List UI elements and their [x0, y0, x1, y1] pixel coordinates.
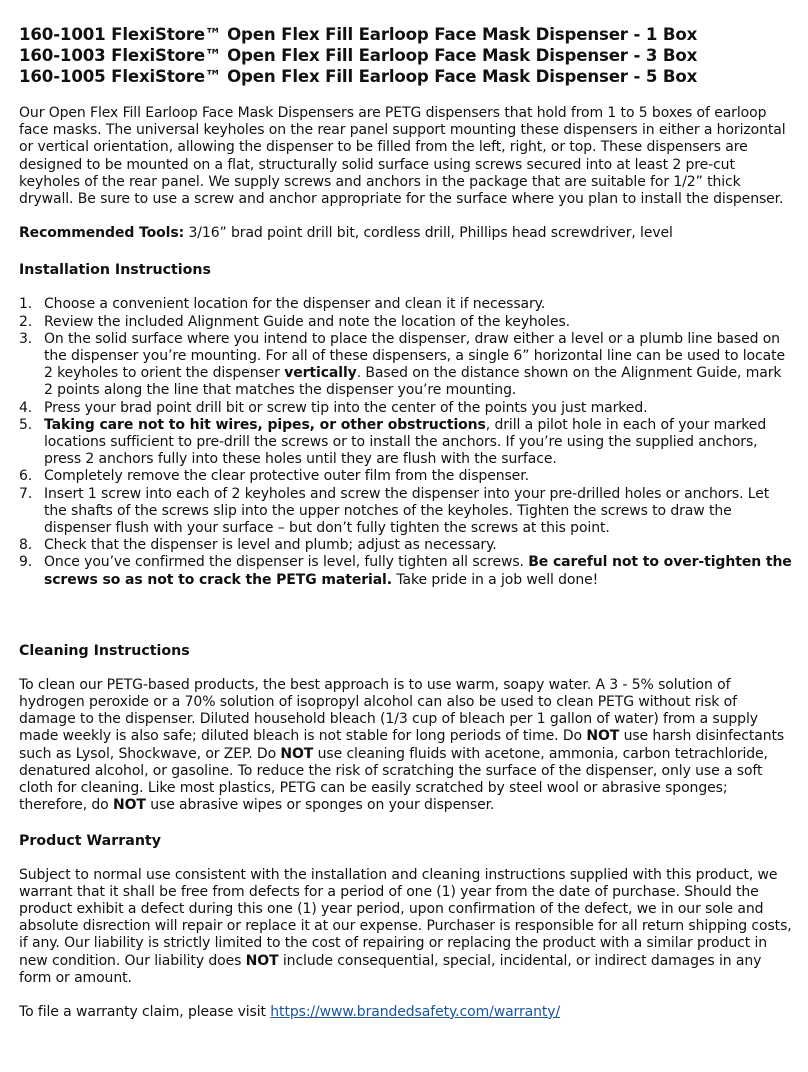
title-line-5-box: 160-1005 FlexiStore™ Open Flex Fill Earloop Face Mask Dispenser - 5 Box	[19, 67, 698, 86]
step-text: Press your brad point drill bit or screw tip into the center of the points you just marked.	[44, 399, 648, 416]
intro-paragraph: Our Open Flex Fill Earloop Face Mask Dispensers are PETG dispensers that hold from 1 to 5 boxes of earloop face masks. The universal keyholes on the rear panel support mounting these dispensers in either a horizontal or vertical orientation, allowing the dispenser to be filled from the left, right, or top. These dispensers are designed to be mounted on a flat, structurally solid surface using screws secured into at least 2 pre-cut keyholes of the rear panel. We supply screws and anchors in the package that are suitable for 1/2” thick drywall. Be sure to use a screw and anchor appropriate for the surface where you plan to install the dispenser.	[19, 105, 786, 208]
cleaning-paragraph: To clean our PETG-based products, the best approach is to use warm, soapy water. A 3 - 5% solution of hydrogen peroxide or a 70% solution of isopropyl alcohol can also be used to clean PETG without risk of damage to the dispenser. Diluted household bleach (1/3 cup of bleach per 1 gallon of water) from a supply made weekly is also safe; diluted bleach is not stable for long periods of time. Do NOT use harsh disinfectants such as Lysol, Shockwave, or ZEP. Do NOT use cleaning fluids with acetone, ammonia, carbon tetrachloride, denatured alcohol, or gasoline. To reduce the risk of scratching the surface of the dispenser, only use a soft cloth for cleaning. Like most plastics, PETG can be easily scratched by steel wool or abrasive sponges; therefore, do NOT use abrasive wipes or sponges on your dispenser.	[19, 676, 785, 814]
step-item	[19, 400, 794, 417]
step-item	[19, 417, 794, 469]
step-number: 1.	[19, 296, 33, 313]
product-titles	[19, 24, 794, 87]
step-text: Completely remove the clear protective outer film from the dispenser.	[44, 468, 529, 485]
step-text: Taking care not to hit wires, pipes, or other obstructions, drill a pilot hole in each of your marked locations sufficient to pre-drill the screws or to install the anchors. If you’re using the supplied anchors, press 2 anchors fully into these holes until they are flush with the surface.	[44, 416, 767, 468]
step-item	[19, 331, 794, 400]
cleaning-heading: Cleaning Instructions	[19, 642, 190, 659]
title-line-1-box: 160-1001 FlexiStore™ Open Flex Fill Earloop Face Mask Dispenser - 1 Box	[19, 25, 698, 44]
step-number: 3.	[19, 330, 33, 347]
step-number: 5.	[19, 416, 33, 433]
title-line-3-box: 160-1003 FlexiStore™ Open Flex Fill Earloop Face Mask Dispenser - 3 Box	[19, 46, 698, 65]
step-number: 7.	[19, 485, 33, 502]
step-item	[19, 554, 794, 588]
step-text: On the solid surface where you intend to place the dispenser, draw either a level or a plumb line based on the dispenser you’re mounting. For all of these dispensers, a single 6” horizontal line can be used to locate 2 keyholes to orient the dispenser vertically. Based on the distance shown on the Alignment Guide, mark 2 points along the line that matches the dispenser you’re mounting.	[44, 330, 786, 399]
warranty-claim	[19, 1004, 794, 1021]
step-number: 2.	[19, 313, 33, 330]
step-text: Insert 1 screw into each of 2 keyholes and screw the dispenser into your pre-drilled holes or anchors. Let the shafts of the screws slip into the upper notches of the keyholes. Tighten the screws to draw the dispenser flush with your surface – but don’t fully tighten the screws at this point.	[44, 485, 770, 537]
warranty-claim-link[interactable]: https://www.brandedsafety.com/warranty/	[270, 1003, 561, 1020]
installation-steps	[19, 296, 794, 588]
recommended-tools-text: 3/16” brad point drill bit, cordless drill, Phillips head screwdriver, level	[184, 225, 673, 242]
step-number: 4.	[19, 399, 33, 416]
step-item	[19, 296, 794, 313]
step-number: 9.	[19, 554, 33, 571]
step-number: 8.	[19, 537, 33, 554]
document-page	[19, 24, 794, 1021]
step-item	[19, 468, 794, 485]
warranty-paragraph: Subject to normal use consistent with the installation and cleaning instructions supplied with this product, we warrant that it shall be free from defects for a period of one (1) year from the date of purchase. Should the product exhibit a defect during this one (1) year period, upon confirmation of the defect, we in our sole and absolute disrection will repair or replace it at our expense. Purchaser is responsible for all return shipping costs, if any. Our liability is strictly limited to the cost of repairing or replacing the product with a similar product in new condition. Our liability does NOT include consequential, special, incidental, or indirect damages in any form or amount.	[19, 866, 792, 986]
step-text: Check that the dispenser is level and plumb; adjust as necessary.	[44, 537, 497, 554]
step-item	[19, 537, 794, 554]
step-item	[19, 486, 794, 538]
installation-heading: Installation Instructions	[19, 262, 211, 279]
step-text: Choose a convenient location for the dispenser and clean it if necessary.	[44, 296, 546, 313]
recommended-tools	[19, 225, 794, 242]
step-number: 6.	[19, 468, 33, 485]
warranty-heading: Product Warranty	[19, 832, 161, 849]
recommended-tools-label: Recommended Tools:	[19, 225, 185, 242]
step-text: Once you’ve confirmed the dispenser is level, fully tighten all screws. Be careful not to over-tighten the screws so as not to crack the PETG material. Take pride in a job well done!	[44, 554, 792, 588]
step-text: Review the included Alignment Guide and note the location of the keyholes.	[44, 313, 570, 330]
warranty-claim-text: To file a warranty claim, please visit	[19, 1003, 271, 1020]
step-item	[19, 314, 794, 331]
